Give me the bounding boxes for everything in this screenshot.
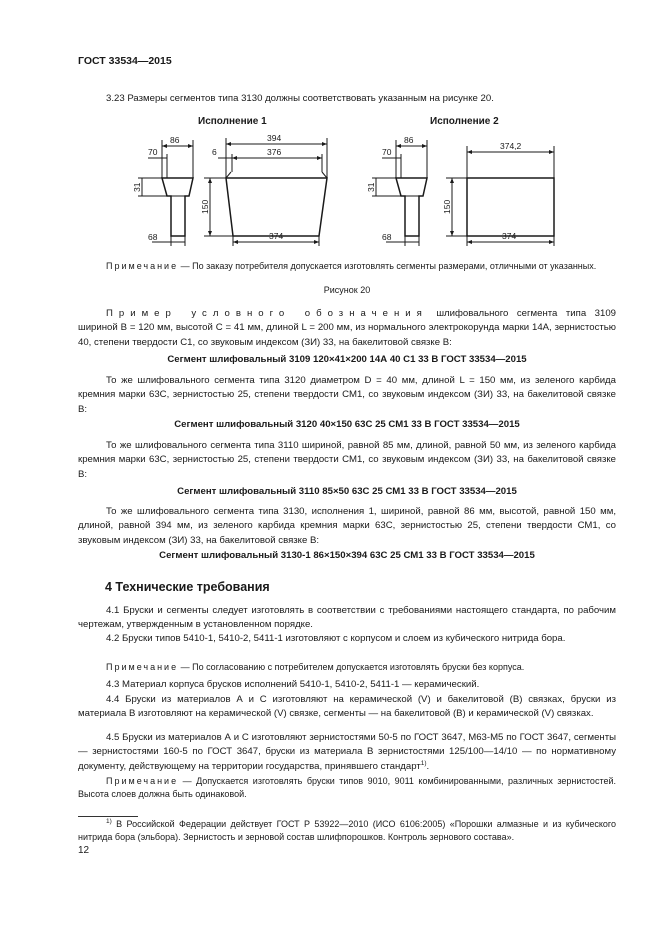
v1-side-view <box>226 178 327 236</box>
v2-cross-section <box>396 178 427 236</box>
designation-1: Сегмент шлифовальный 3109 120×41×200 14А 40 С1 33 В ГОСТ 33534—2015 <box>167 354 527 365</box>
designation-4: Сегмент шлифовальный 3130-1 86×150×394 63С 25 СМ1 33 В ГОСТ 33534—2015 <box>159 550 535 561</box>
example-2: То же шлифовального сегмента типа 3120 диаметром D = 40 мм, длиной L = 150 мм, из зеленого карбида кремния марки 63С, зернистостью 25, степени твердости СМ1, со звуковым индексом (ЗИ) 33, на бакелитовой связке В: <box>78 375 616 415</box>
caption-variant-2: Исполнение 2 <box>430 116 499 127</box>
example-4: То же шлифовального сегмента типа 3130, исполнения 1, шириной, равной 86 мм, высотой, равной 150 мм, длиной, равной 394 мм, из зеленого карбида кремния марки 63С, зернистостью 25, степени твердости СМ1, со звуковым индексом (ЗИ) 33, на бакелитовой связке В: <box>78 506 616 546</box>
clause-4-4: 4.4 Бруски из материалов А и С изготовляют на керамической (V) и бакелитовой (В) связках, бруски из материала В изготовляют на керамической (V) связке, сегменты — на бакелитовой (В) и керамической (V) связках. <box>78 694 616 720</box>
caption-variant-1: Исполнение 1 <box>198 116 267 127</box>
figure-note <box>78 260 616 273</box>
dim-68-v2: 68 <box>382 232 392 242</box>
dim-150-v1: 150 <box>200 199 210 214</box>
note-text: — По заказу потребителя допускается изготовлять сегменты размерами, отличными от указанных. <box>180 261 597 271</box>
footnote-divider <box>78 816 138 817</box>
dimension-arrows <box>162 142 554 244</box>
note-4-5 <box>78 775 616 801</box>
dim-374-2: 374,2 <box>500 141 522 151</box>
dim-70-v2: 70 <box>382 147 392 157</box>
footnote-ref: 1) <box>420 759 427 767</box>
dim-86-v1: 86 <box>170 135 180 145</box>
dim-31-v2: 31 <box>366 182 376 192</box>
figure-title: Рисунок 20 <box>323 285 371 295</box>
example-3: То же шлифовального сегмента типа 3110 шириной, равной 85 мм, длиной, равной 50 мм, из зеленого карбида кремния марки 63С, зернистостью 25, степени твердости СМ1, со звуковым индексом (ЗИ) 33, на бакелитовой связке В: <box>78 440 616 480</box>
clause-4-5: 4.5 Бруски из материалов А и С изготовляют зернистостями 50-5 по ГОСТ 3647, М63-М5 по ГОСТ 3647, сегменты — зернистостями 160-5 по ГОСТ 3647, бруски из материала В зернистостями 125/100—14/10 — по нормативному документу, действующему на территории государства, принявшего стандарт$^{1)}$. <box>78 732 616 772</box>
example-1 <box>78 307 616 350</box>
note2-text: — По согласованию с потребителем допускается изготовлять бруски без корпуса. <box>180 662 525 672</box>
dim-31-v1: 31 <box>132 182 142 192</box>
dim-86-v2: 86 <box>404 135 414 145</box>
v1-cross-section <box>162 178 193 236</box>
clause-3-23: 3.23 Размеры сегментов типа 3130 должны соответствовать указанным на рисунке 20. <box>106 93 494 104</box>
dim-374-v1: 374 <box>269 231 284 241</box>
dim-70-v1: 70 <box>148 147 158 157</box>
designation-3: Сегмент шлифовальный 3110 85×50 63С 25 СМ1 33 В ГОСТ 33534—2015 <box>177 486 517 497</box>
dim-68-v1: 68 <box>148 232 158 242</box>
example-label: Пример условного обозначения <box>106 308 428 319</box>
example-1-text: шлифовального сегмента типа 3109 шириной B = 120 мм, высотой C = 41 мм, длиной L = 200 мм, из нормального электрокорунда марки 14А, зернистостью 40, степени твердости С1, со звуковым индексом (ЗИ) 33, на бакелитовой связке В: <box>78 308 617 348</box>
note3-text: — Допускается изготовлять бруски типов 9010, 9011 комбинированными, различных зернистостей. Высота слоев должна быть одинаковой. <box>78 776 616 799</box>
clause-4-3: 4.3 Материал корпуса брусков исполнений 5410-1, 5410-2, 5411-1 — керамический. <box>106 679 480 690</box>
section-title: 4 Технические требования <box>105 580 270 594</box>
dim-394: 394 <box>267 133 282 143</box>
note2-label: Примечание <box>106 662 179 672</box>
note-4-2 <box>78 661 616 674</box>
clause-4-1: 4.1 Бруски и сегменты следует изготовлять в соответствии с требованиями настоящего стандарта, по рабочим чертежам, утвержденным в установленном порядке. <box>78 605 616 631</box>
footnote-text: В Российской Федерации действует ГОСТ Р 53922—2010 (ИСО 6106:2005) «Порошки алмазные и из кубического нитрида бора (эльбора). Зернистость и зерновой состав шлифпорошков. Контроль зернового состава». <box>78 819 616 842</box>
clause-4-2: 4.2 Бруски типов 5410-1, 5410-2, 5411-1 изготовляют с корпусом и слоем из кубического нитрида бора. <box>106 633 566 644</box>
dim-6: 6 <box>212 147 217 157</box>
figure-drawing <box>78 114 618 254</box>
dim-374-v2: 374 <box>502 231 517 241</box>
designation-2: Сегмент шлифовальный 3120 40×150 63С 25 СМ1 33 В ГОСТ 33534—2015 <box>174 419 520 430</box>
note-label: Примечание <box>106 261 179 271</box>
dim-150-v2: 150 <box>442 199 452 214</box>
page-number: 12 <box>78 845 90 856</box>
clause-4-5-text: 4.5 Бруски из материалов А и С изготовляют зернистостями 50-5 по ГОСТ 3647, М63-М5 по ГОСТ 3647, сегменты — зернистостями 160-5 по ГОСТ 3647, бруски из материала В зернистостями 125/100—14/10 — по нормативному документу, действующему на территории государства, принявшего стандарт <box>78 732 616 772</box>
note3-label: Примечание <box>106 776 179 786</box>
footnote <box>78 818 616 844</box>
v2-side-view <box>467 178 554 236</box>
document-header: ГОСТ 33534—2015 <box>78 55 172 67</box>
figure-20 <box>78 114 618 254</box>
footnote-mark: 1) <box>106 818 112 825</box>
dim-376: 376 <box>267 147 282 157</box>
